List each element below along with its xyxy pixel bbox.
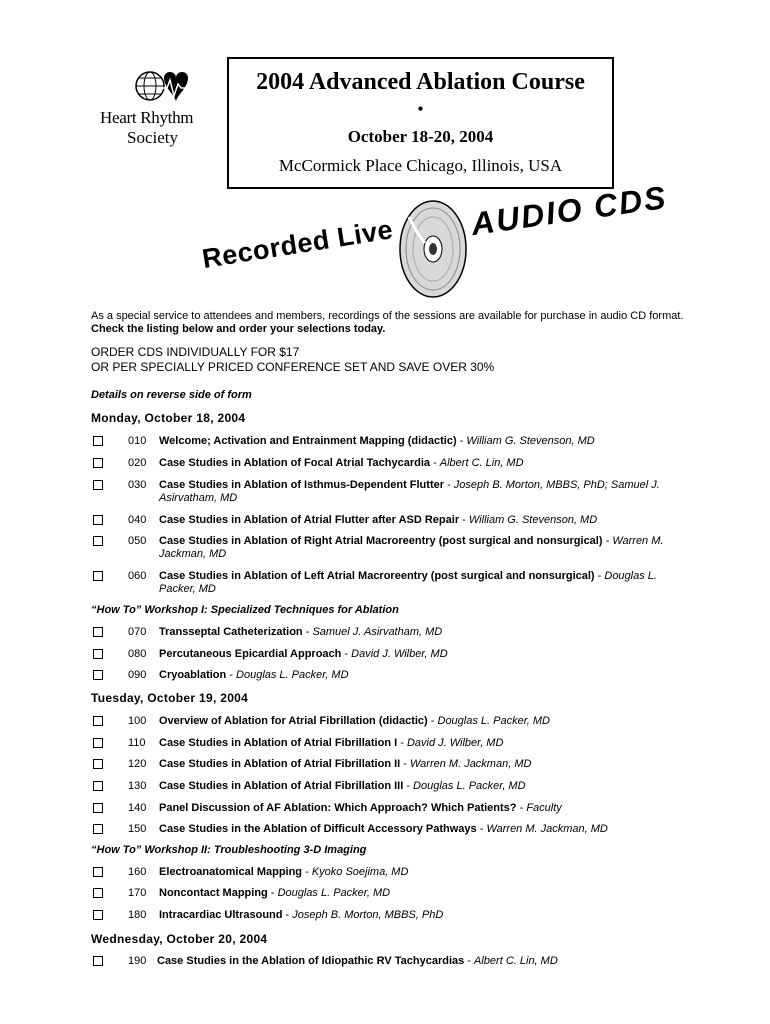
- workshop-heading-1: “How To” Workshop I: Specialized Techniques for Ablation: [91, 604, 399, 616]
- session-title: Cryoablation: [159, 669, 227, 681]
- session-row: 140 Panel Discussion of AF Ablation: Which Approach? Which Patients? - Faculty: [91, 802, 691, 828]
- session-code: 150: [128, 823, 147, 835]
- session-checkbox[interactable]: [93, 867, 103, 877]
- session-code: 110: [128, 737, 146, 749]
- session-speaker: Joseph B. Morton, MBBS, PhD: [292, 909, 444, 921]
- session-speaker: Faculty: [526, 802, 562, 814]
- session-checkbox[interactable]: [93, 571, 103, 581]
- session-speaker: Samuel J. Asirvatham, MD: [312, 626, 443, 638]
- session-row: 110 Case Studies in Ablation of Atrial Fibrillation I - David J. Wilber, MD: [91, 737, 691, 763]
- session-title: Case Studies in Ablation of Focal Atrial Tachycardia: [159, 457, 430, 469]
- session-checkbox[interactable]: [93, 536, 103, 546]
- session-code: 030: [128, 479, 147, 491]
- order-line-2: OR PER SPECIALLY PRICED CONFERENCE SET AND SAVE OVER 30%: [91, 360, 495, 374]
- session-title: Percutaneous Epicardial Approach: [159, 648, 342, 660]
- session-checkbox[interactable]: [93, 759, 103, 769]
- session-row: 120 Case Studies in Ablation of Atrial Fibrillation II - Warren M. Jackman, MD: [91, 758, 691, 784]
- session-code: 060: [128, 570, 147, 582]
- session-checkbox[interactable]: [93, 436, 103, 446]
- audio-cds-banner: AUDIO CDS: [468, 178, 670, 243]
- session-code: 010: [128, 435, 147, 447]
- session-speaker: Douglas L. Packer, MD: [413, 780, 526, 792]
- session-title: Panel Discussion of AF Ablation: Which Approach? Which Patients?: [159, 802, 517, 814]
- session-checkbox[interactable]: [93, 803, 103, 813]
- session-code: 050: [128, 535, 147, 547]
- day-heading-monday: Monday, October 18, 2004: [91, 411, 246, 425]
- session-speaker: Douglas L. Packer, MD: [277, 887, 391, 899]
- session-title: Case Studies in Ablation of Right Atrial Macroreentry (post surgical and nonsurgical): [159, 535, 603, 547]
- session-checkbox[interactable]: [93, 781, 103, 791]
- session-checkbox[interactable]: [93, 670, 103, 680]
- intro-paragraph: [91, 310, 691, 336]
- session-checkbox[interactable]: [93, 458, 103, 468]
- session-code: 170: [128, 887, 147, 899]
- cd-disc-icon: [395, 197, 471, 301]
- session-checkbox[interactable]: [93, 956, 103, 966]
- session-code: 120: [128, 758, 147, 770]
- session-title: Case Studies in the Ablation of Difficult Accessory Pathways: [159, 823, 477, 835]
- session-row: 010 Welcome; Activation and Entrainment Mapping (didactic) - William G. Stevenson, MD: [91, 435, 691, 461]
- session-speaker: Douglas L. Packer, MD: [437, 715, 550, 727]
- session-speaker: Douglas L. Packer, MD: [159, 570, 657, 595]
- session-checkbox[interactable]: [93, 738, 103, 748]
- session-row: 020 Case Studies in Ablation of Focal Atrial Tachycardia - Albert C. Lin, MD: [91, 457, 691, 483]
- session-checkbox[interactable]: [93, 480, 103, 490]
- session-checkbox[interactable]: [93, 627, 103, 637]
- course-title: 2004 Advanced Ablation Course: [256, 69, 585, 95]
- session-code: 080: [128, 648, 147, 660]
- session-title: Case Studies in Ablation of Isthmus-Dependent Flutter: [159, 479, 445, 491]
- session-speaker: David J. Wilber, MD: [351, 648, 448, 660]
- session-checkbox[interactable]: [93, 910, 103, 920]
- session-title: Case Studies in Ablation of Atrial Fibrillation II: [159, 758, 401, 770]
- session-code: 100: [128, 715, 147, 727]
- course-dates: October 18-20, 2004: [347, 127, 494, 146]
- day-heading-wednesday: Wednesday, October 20, 2004: [91, 932, 268, 946]
- session-code: 180: [128, 909, 147, 921]
- session-checkbox[interactable]: [93, 515, 103, 525]
- session-title: Noncontact Mapping: [159, 887, 268, 899]
- session-row: 040 Case Studies in Ablation of Atrial Flutter after ASD Repair - William G. Stevenson, MD: [91, 514, 691, 540]
- session-speaker: Douglas L. Packer, MD: [236, 669, 349, 681]
- session-row: 080 Percutaneous Epicardial Approach - David J. Wilber, MD: [91, 648, 691, 674]
- session-title: Welcome; Activation and Entrainment Mapping (didactic): [159, 435, 457, 447]
- session-code: 190: [128, 955, 147, 967]
- session-speaker: William G. Stevenson, MD: [468, 514, 598, 526]
- details-note: Details on reverse side of form: [91, 389, 252, 401]
- session-title: Case Studies in the Ablation of Idiopathic RV Tachycardias: [157, 955, 465, 967]
- session-code: 130: [128, 780, 147, 792]
- session-title: Case Studies in Ablation of Left Atrial Macroreentry (post surgical and nonsurgical): [159, 570, 595, 582]
- session-speaker: Warren M. Jackman, MD: [410, 758, 532, 770]
- workshop-heading-2: “How To” Workshop II: Troubleshooting 3-D Imaging: [91, 844, 367, 856]
- session-row: 180 Intracardiac Ultrasound - Joseph B. Morton, MBBS, PhD: [91, 909, 691, 935]
- order-line-1: ORDER CDS INDIVIDUALLY FOR $17: [91, 345, 300, 359]
- title-box: [227, 57, 614, 189]
- session-row: 030 Case Studies in Ablation of Isthmus-Dependent Flutter - Joseph B. Morton, MBBS, PhD; Samuel J. Asirvatham, MD: [91, 479, 691, 505]
- session-speaker: Albert C. Lin, MD: [439, 457, 524, 469]
- session-code: 040: [128, 514, 147, 526]
- session-speaker: William G. Stevenson, MD: [466, 435, 595, 447]
- session-speaker: David J. Wilber, MD: [406, 737, 504, 749]
- intro-bold-text: Check the listing below and order your selections today.: [91, 323, 386, 335]
- course-location: McCormick Place Chicago, Illinois, USA: [278, 156, 563, 175]
- session-title: Electroanatomical Mapping: [159, 866, 303, 878]
- session-checkbox[interactable]: [93, 716, 103, 726]
- session-row: 090 Cryoablation - Douglas L. Packer, MD: [91, 669, 691, 695]
- session-code: 020: [128, 457, 147, 469]
- logo-text-line1: Heart Rhythm: [100, 108, 194, 127]
- session-title: Case Studies in Ablation of Atrial Flutter after ASD Repair: [159, 514, 460, 526]
- session-code: 090: [128, 669, 147, 681]
- session-row: 160 Electroanatomical Mapping - Kyoko Soejima, MD: [91, 866, 691, 892]
- session-row: 060 Case Studies in Ablation of Left Atrial Macroreentry (post surgical and nonsurgical) - Douglas L. Packer, MD: [91, 570, 691, 596]
- session-speaker: Albert C. Lin, MD: [474, 955, 558, 967]
- session-title: Intracardiac Ultrasound: [159, 909, 283, 921]
- session-row: 070 Transseptal Catheterization - Samuel J. Asirvatham, MD: [91, 626, 691, 652]
- session-title: Case Studies in Ablation of Atrial Fibrillation I: [159, 737, 398, 749]
- heart-globe-icon: [134, 68, 190, 108]
- day-heading-tuesday: Tuesday, October 19, 2004: [91, 691, 249, 705]
- logo-text-line2: Society: [127, 128, 178, 147]
- title-bullet: •: [417, 99, 424, 119]
- heart-rhythm-society-logo: [100, 64, 220, 154]
- session-checkbox[interactable]: [93, 649, 103, 659]
- session-speaker: Joseph B. Morton, MBBS, PhD; Samuel J. Asirvatham, MD: [159, 479, 660, 504]
- session-code: 070: [128, 626, 147, 638]
- session-row: 050 Case Studies in Ablation of Right Atrial Macroreentry (post surgical and nonsurgical) - Warren M. Jackman, MD: [91, 535, 691, 561]
- recorded-live-banner: Recorded Live: [200, 214, 396, 275]
- session-speaker: Kyoko Soejima, MD: [311, 866, 409, 878]
- session-row: 150 Case Studies in the Ablation of Difficult Accessory Pathways - Warren M. Jackman, MD: [91, 823, 691, 849]
- session-checkbox[interactable]: [93, 888, 103, 898]
- session-row: 130 Case Studies in Ablation of Atrial Fibrillation III - Douglas L. Packer, MD: [91, 780, 691, 806]
- intro-text: As a special service to attendees and members, recordings of the sessions are available for purchase in audio CD format.: [91, 310, 684, 322]
- session-speaker: Warren M. Jackman, MD: [159, 535, 664, 560]
- session-speaker: Warren M. Jackman, MD: [486, 823, 608, 835]
- session-title: Case Studies in Ablation of Atrial Fibrillation III: [159, 780, 404, 792]
- session-code: 140: [128, 802, 147, 814]
- session-title: Overview of Ablation for Atrial Fibrillation (didactic): [159, 715, 428, 727]
- session-title: Transseptal Catheterization: [159, 626, 303, 638]
- session-row: 170 Noncontact Mapping - Douglas L. Packer, MD: [91, 887, 691, 913]
- session-row: 190 Case Studies in the Ablation of Idiopathic RV Tachycardias - Albert C. Lin, MD: [91, 955, 691, 981]
- session-checkbox[interactable]: [93, 824, 103, 834]
- session-row: 100 Overview of Ablation for Atrial Fibrillation (didactic) - Douglas L. Packer, MD: [91, 715, 691, 741]
- session-code: 160: [128, 866, 147, 878]
